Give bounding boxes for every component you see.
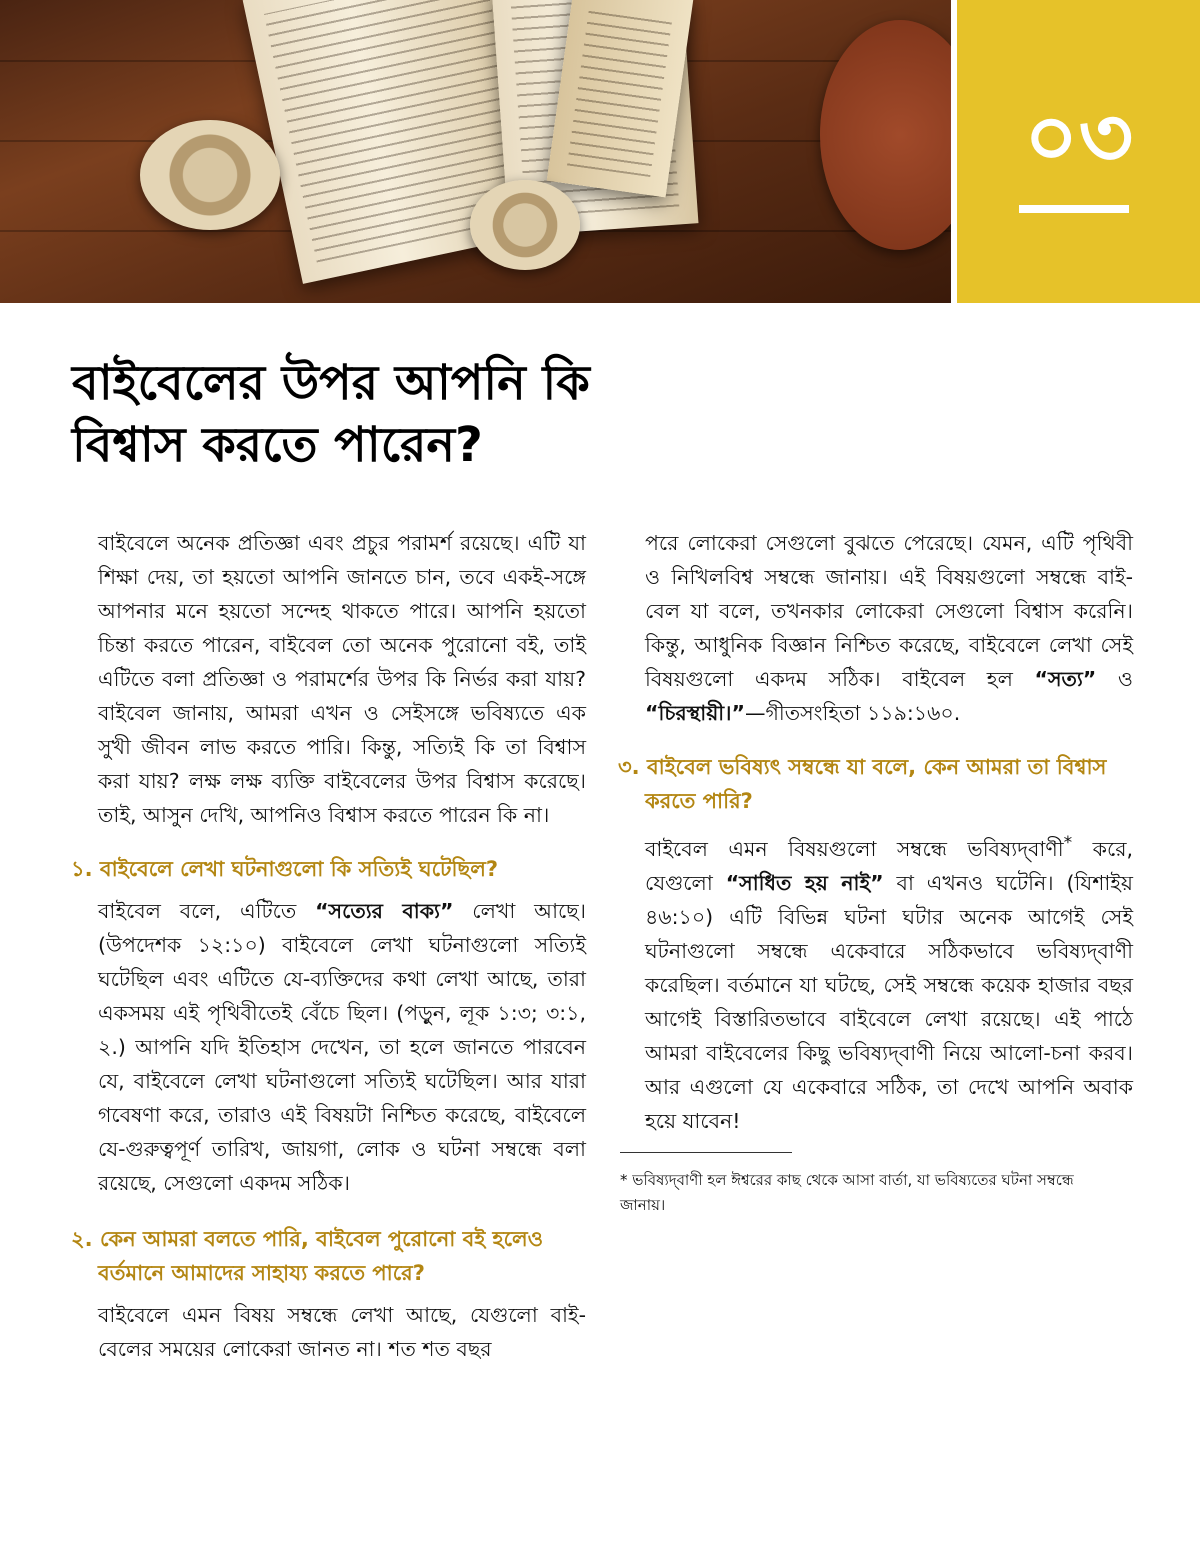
section-2-body-part1: বাইবেলে এমন বিষয় সম্বন্ধে লেখা আছে, যেগুলো বাই-বেলের সময়ের লোকেরা জানত না। শত শত বছর: [98, 1303, 586, 1361]
section-2-body-part2: [645, 526, 1133, 730]
lesson-number-badge: [957, 0, 1200, 303]
section-3-body: [645, 826, 1133, 1138]
footnote-divider: [620, 1152, 792, 1153]
lesson-number-underline: [1019, 205, 1129, 213]
quote: “সত্যের বাক্য”: [315, 899, 454, 923]
section-heading-3: ৩. বাইবেল ভবিষ্যৎ সম্বন্ধে যা বলে, কেন আমরা তা বিশ্বাস করতে পারি?: [618, 755, 1107, 813]
page-title: বাইবেলের উপর আপনি কি বিশ্বাস করতে পারেন?: [72, 355, 590, 473]
text: পরে লোকেরা সেগুলো বুঝতে পেরেছে। যেমন, এটি পৃথিবী ও নিখিলবিশ্ব সম্বন্ধে জানায়। এই বিষয়গুলো সম্বন্ধে বাই-বেল যা বলে, তখনকার লোকেরা সেগুলো বিশ্বাস করেনি। কিন্তু, আধুনিক বিজ্ঞান নিশ্চিত করেছে, বাইবেলে লেখা সেই বিষয়গুলো একদম সঠিক। বাইবেল হল: [645, 531, 1133, 691]
text: বাইবেল এমন বিষয়গুলো সম্বন্ধে ভবিষ্যদ্‌বাণী: [645, 836, 1064, 861]
section-1-body: [98, 894, 586, 1200]
lesson-number: ০৩: [1023, 88, 1134, 186]
scripture-reference: —গীতসংহিতা ১১৯:১৬০.: [744, 701, 961, 725]
footnote: * ভবিষ্যদ্‌বাণী হল ঈশ্বরের কাছ থেকে আসা বার্তা, যা ভবিষ্যতের ঘটনা সম্বন্ধে জানায়।: [620, 1170, 1074, 1214]
text: বা এখনও ঘটেনি। (যিশাইয় ৪৬:১০) এটি বিভিন্ন ঘটনা ঘটার অনেক আগেই সেই ঘটনাগুলো সম্বন্ধে একেবারে সঠিকভাবে ভবিষ্যদ্‌বাণী করেছিল। বর্তমানে যা ঘটছে, সেই সম্বন্ধে কয়েক হাজার বছর আগেই বিস্তারিতভাবে বাইবেলে লেখা রয়েছে। এই পাঠে আমরা বাইবেলের কিছু ভবিষ্যদ্‌বাণী নিয়ে আলো-চনা করব। আর এগুলো যে একেবারে সঠিক, তা দেখে আপনি অবাক হয়ে যাবেন!: [645, 870, 1134, 1133]
text: ও: [1096, 667, 1133, 691]
quote: “চিরস্থায়ী।”: [645, 701, 745, 725]
section-heading-1: ১. বাইবেলে লেখা ঘটনাগুলো কি সত্যিই ঘটেছিল?: [71, 857, 499, 881]
quote: “সাধিত হয় নাই”: [725, 870, 884, 895]
header-image-scrolls: [0, 0, 951, 303]
clay-jar: [820, 20, 951, 250]
quote: “সত্য”: [1034, 667, 1097, 691]
scroll-roll: [470, 180, 580, 270]
text: বাইবেল বলে, এটিতে: [98, 899, 316, 923]
right-column: [618, 526, 1134, 1233]
left-column: [71, 526, 586, 1366]
footnote-marker: *: [1063, 833, 1073, 853]
scroll-roll: [140, 120, 280, 230]
text: লেখা আছে। (উপদেশক ১২:১০) বাইবেলে লেখা ঘটনাগুলো সত্যিই ঘটেছিল এবং এটিতে যে-ব্যক্তিদের কথা লেখা আছে, তারা একসময় এই পৃথিবীতেই বেঁচে ছিল। (পড়ুন, লূক ১:৩; ৩:১, ২.) আপনি যদি ইতিহাস দেখেন, তা হলে জানতে পারবেন যে, বাইবেলে লেখা ঘটনাগুলো সত্যিই ঘটেছিল। আর যারা গবেষণা করে, তারাও এই বিষয়টা নিশ্চিত করেছে, বাইবেলে যে-গুরুত্বপূর্ণ তারিখ, জায়গা, লোক ও ঘটনা সম্বন্ধে বলা রয়েছে, সেগুলো একদম সঠিক।: [98, 899, 586, 1195]
intro-paragraph: বাইবেলে অনেক প্রতিজ্ঞা এবং প্রচুর পরামর্শ রয়েছে। এটি যা শিক্ষা দেয়, তা হয়তো আপনি জানতে চান, তবে একই-সঙ্গে আপনার মনে হয়তো সন্দেহ থাকতে পারে। আপনি হয়তো চিন্তা করতে পারেন, বাইবেল তো অনেক পুরোনো বই, তাই এটিতে বলা প্রতিজ্ঞা ও পরামর্শের উপর কি নির্ভর করা যায়? বাইবেল জানায়, আমরা এখন ও সেইসঙ্গে ভবিষ্যতে এক সুখী জীবন লাভ করতে পারি। কিন্তু, সত্যিই কি তা বিশ্বাস করা যায়? লক্ষ লক্ষ ব্যক্তি বাইবেলের উপর বিশ্বাস করেছে। তাই, আসুন দেখি, আপনিও বিশ্বাস করতে পারেন কি না।: [98, 531, 586, 827]
section-heading-2: ২. কেন আমরা বলতে পারি, বাইবেল পুরোনো বই হলেও বর্তমানে আমাদের সাহায্য করতে পারে?: [71, 1227, 544, 1285]
text: করে, যেগুলো: [645, 836, 1133, 895]
